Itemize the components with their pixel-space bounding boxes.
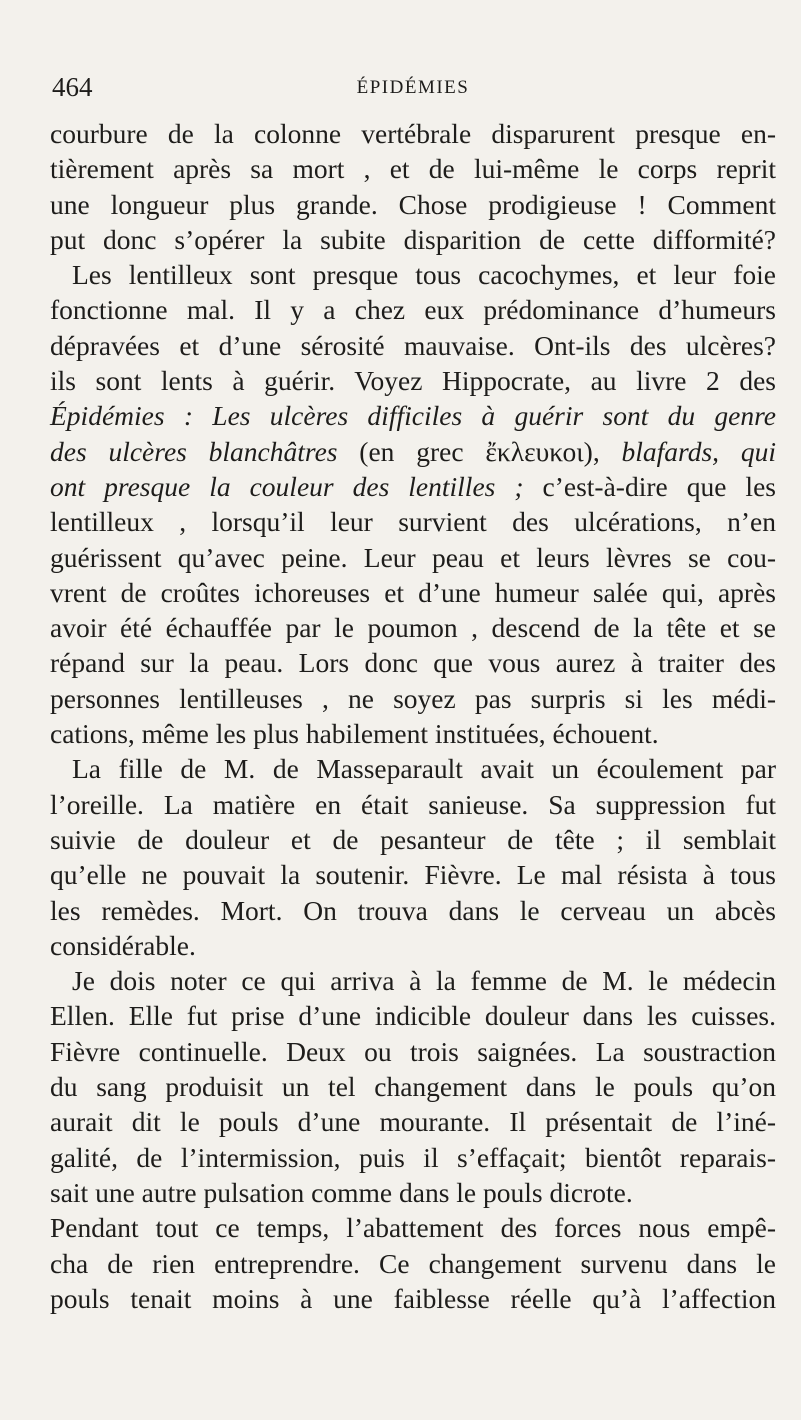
text-line: répand sur la peau. Lors donc que vous aurez à traiter des	[50, 647, 776, 679]
text-line: vrent de croûtes ichoreuses et d’une humeur salée qui, après	[50, 576, 776, 608]
text-line: sait une autre pulsation comme dans le pouls dicrote.	[50, 1176, 633, 1208]
text-line: considérable.	[50, 929, 196, 961]
text-line: galité, de l’intermission, puis il s’effaçait; bientôt reparais-	[50, 1141, 776, 1173]
running-head	[50, 72, 776, 106]
text-line: qu’elle ne pouvait la soutenir. Fièvre. Le mal résista à tous	[50, 859, 776, 891]
text-line: du sang produisit un tel changement dans le pouls qu’on	[50, 1071, 776, 1103]
italic-span: blafards, qui	[621, 435, 777, 467]
text-line: lentilleux , lorsqu’il leur survient des ulcérations, n’en	[50, 506, 776, 538]
text-line: put donc s’opérer la subite disparition de cette difformité?	[50, 223, 776, 255]
text-line: Fièvre continuelle. Deux ou trois saignées. La soustraction	[50, 1035, 776, 1067]
text-line: personnes lentilleuses , ne soyez pas surpris si les médi-	[50, 682, 776, 714]
text-line: Pendant tout ce temps, l’abattement des forces nous empê-	[50, 1212, 776, 1244]
text-line: La fille de M. de Masseparault avait un écoulement par	[72, 753, 776, 785]
text-line: suivie de douleur et de pesanteur de tête ; il semblait	[50, 823, 776, 855]
text-line: Je dois noter ce qui arriva à la femme de M. le médecin	[72, 965, 776, 997]
text-line: cha de rien entreprendre. Ce changement survenu dans le	[50, 1247, 776, 1279]
greek-gloss: (en grec ἔκλευκοι),	[337, 435, 622, 467]
text-line: fonctionne mal. Il y a chez eux prédominance d’humeurs	[50, 294, 776, 326]
text-line	[50, 434, 776, 469]
text-line: pouls tenait moins à une faiblesse réelle qu’à l’affection	[50, 1282, 776, 1314]
page-number: 464	[52, 72, 93, 102]
text-line	[50, 469, 776, 504]
text-line: avoir été échauffée par le poumon , descend de la tête et se	[50, 612, 776, 644]
text-line: cations, même les plus habilement instituées, échouent.	[50, 718, 659, 750]
text-line: courbure de la colonne vertébrale disparurent presque en-	[50, 118, 776, 149]
text-line: aurait dit le pouls d’une mourante. Il présentait de l’iné-	[50, 1106, 776, 1138]
text-line: guérissent qu’avec peine. Leur peau et leurs lèvres se cou-	[50, 541, 776, 573]
text-line: les remèdes. Mort. On trouva dans le cerveau un abcès	[50, 894, 776, 926]
body-text	[50, 116, 776, 1316]
section-title: ÉPIDÉMIES	[356, 77, 470, 98]
text-line: ils sont lents à guérir. Voyez Hippocrate, au livre 2 des	[50, 365, 776, 397]
text-line: l’oreille. La matière en était sanieuse. Sa suppression fut	[50, 788, 776, 820]
text-line: Épidémies : Les ulcères difficiles à guérir sont du genre	[50, 400, 776, 432]
text-span: c’est-à-dire que les	[523, 470, 776, 502]
italic-span: des ulcères blanchâtres	[50, 435, 338, 467]
text-line: Ellen. Elle fut prise d’une indicible douleur dans les cuisses.	[50, 1000, 776, 1032]
text-line: une longueur plus grande. Chose prodigieuse ! Comment	[50, 188, 776, 220]
book-page	[50, 72, 776, 1316]
text-line: Les lentilleux sont presque tous cacochymes, et leur foie	[72, 259, 776, 291]
text-line: tièrement après sa mort , et de lui-même le corps reprit	[50, 153, 776, 185]
text-line: dépravées et d’une sérosité mauvaise. Ont-ils des ulcères?	[50, 329, 776, 361]
italic-span: ont presque la couleur des lentilles ;	[50, 470, 524, 502]
